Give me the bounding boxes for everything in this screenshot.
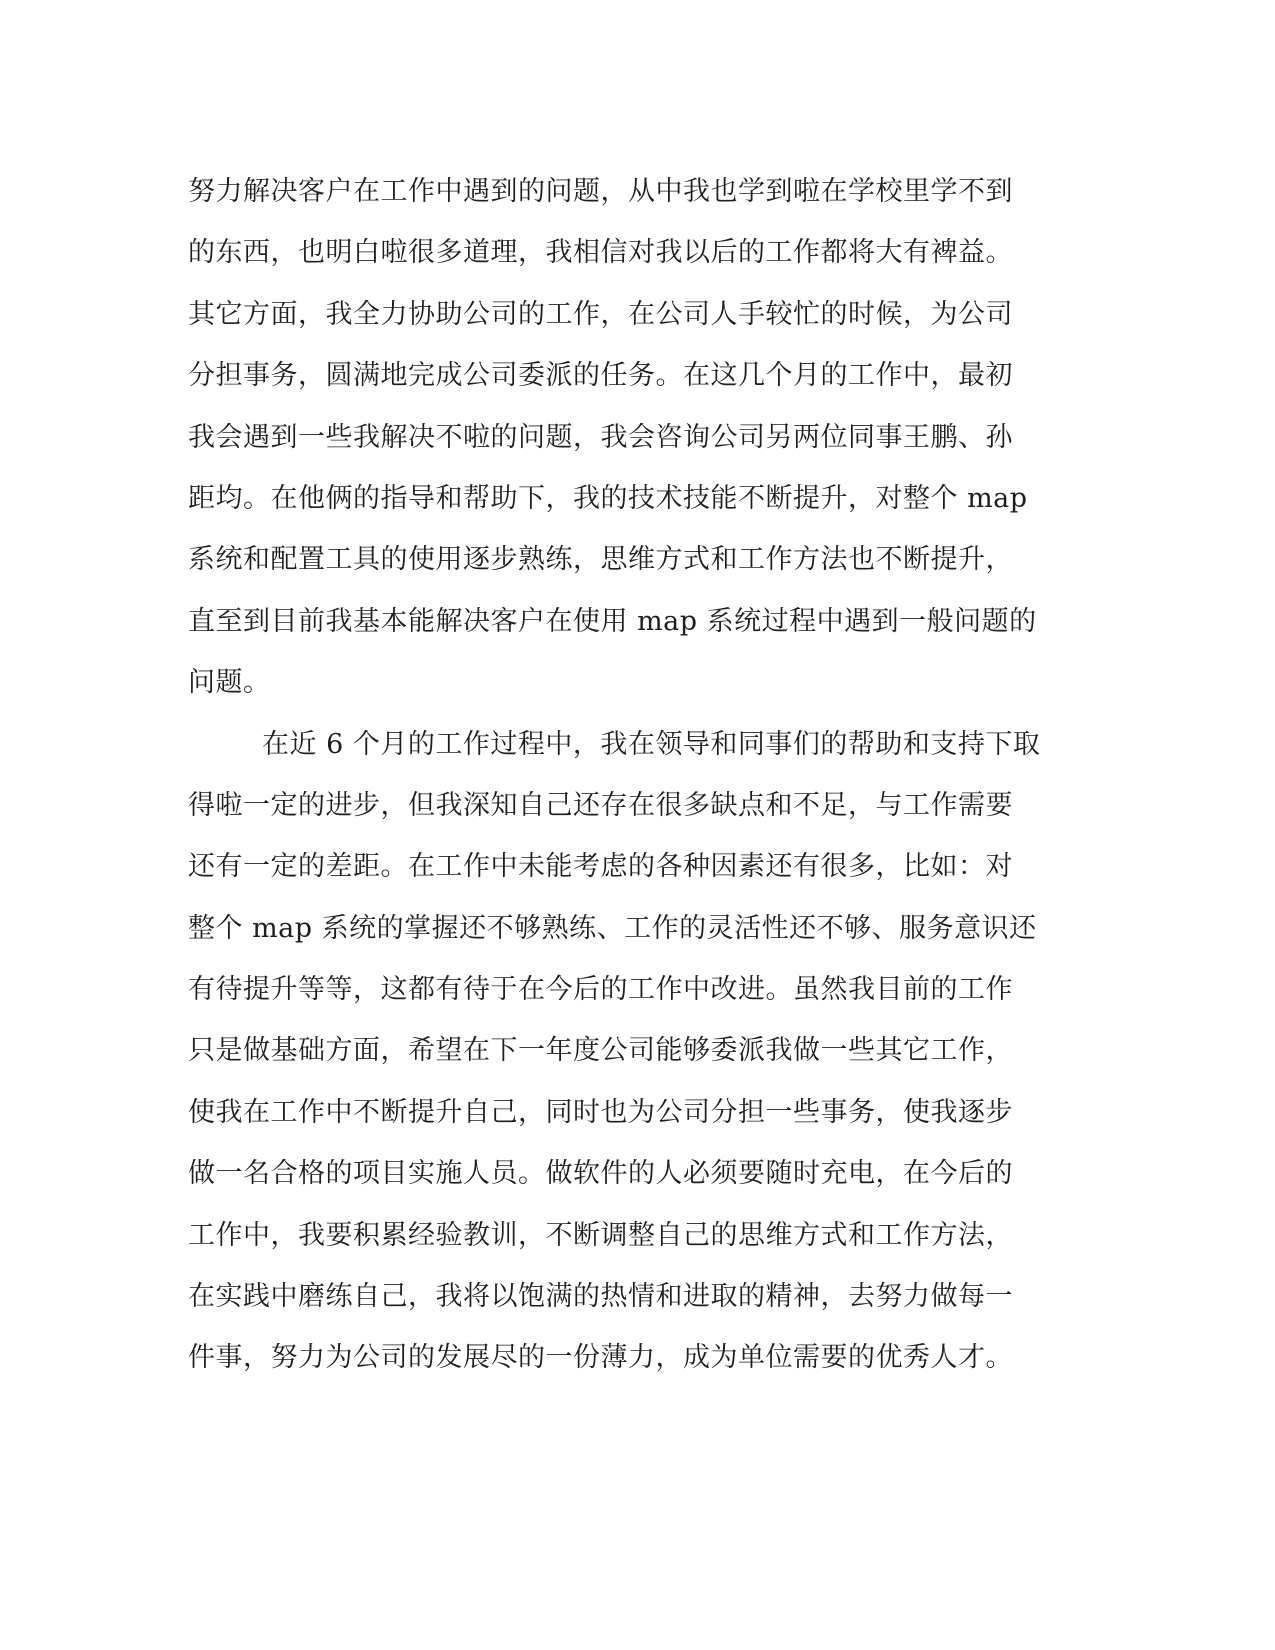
text-line: 有待提升等等，这都有待于在今后的工作中改进。虽然我目前的工作 xyxy=(188,974,1013,1006)
text-line: 只是做基础方面，希望在下一年度公司能够委派我做一些其它工作， xyxy=(188,1035,1013,1067)
text-line: 整个 map 系统的掌握还不够熟练、工作的灵活性还不够、服务意识还 xyxy=(188,912,1037,944)
text-line: 使我在工作中不断提升自己，同时也为公司分担一些事务，使我逐步 xyxy=(188,1096,1013,1128)
text-line: 我会遇到一些我解决不啦的问题，我会咨询公司另两位同事王鹏、孙 xyxy=(188,421,1013,453)
text-line: 在实践中磨练自己，我将以饱满的热情和进取的精神，去努力做每一 xyxy=(188,1281,1013,1313)
text-line: 工作中，我要积累经验教训，不断调整自己的思维方式和工作方法， xyxy=(188,1219,1013,1251)
text-line: 还有一定的差距。在工作中未能考虑的各种因素还有很多，比如：对 xyxy=(188,851,1013,883)
text-line: 直至到目前我基本能解决客户在使用 map 系统过程中遇到一般问题的 xyxy=(188,605,1037,637)
text-line: 问题。 xyxy=(188,667,271,699)
text-line: 距均。在他俩的指导和帮助下，我的技术技能不断提升，对整个 map xyxy=(188,482,1028,514)
text-line: 的东西，也明白啦很多道理，我相信对我以后的工作都将大有裨益。 xyxy=(188,237,1013,269)
text-line: 件事，努力为公司的发展尽的一份薄力，成为单位需要的优秀人才。 xyxy=(188,1342,1013,1374)
text-line-first-indented: 在近 6 个月的工作过程中，我在领导和同事们的帮助和支持下取 xyxy=(262,728,1041,760)
text-line: 努力解决客户在工作中遇到的问题，从中我也学到啦在学校里学不到 xyxy=(188,176,1013,207)
text-line: 做一名合格的项目实施人员。做软件的人必须要随时充电，在今后的 xyxy=(188,1158,1013,1190)
text-line: 分担事务，圆满地完成公司委派的任务。在这几个月的工作中，最初 xyxy=(188,360,1013,392)
paragraph-1 xyxy=(188,161,1088,714)
text-line: 其它方面，我全力协助公司的工作，在公司人手较忙的时候，为公司 xyxy=(188,298,1013,330)
text-line: 系统和配置工具的使用逐步熟练，思维方式和工作方法也不断提升， xyxy=(188,544,1013,576)
text-line: 得啦一定的进步，但我深知自己还存在很多缺点和不足，与工作需要 xyxy=(188,789,1013,821)
document-body xyxy=(188,161,1088,1389)
paragraph-2 xyxy=(188,714,1088,1389)
